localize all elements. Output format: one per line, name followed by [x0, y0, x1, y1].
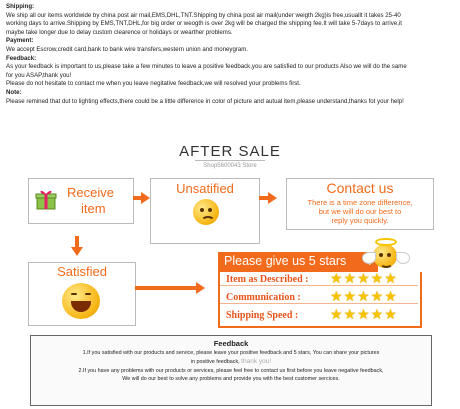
payment-line: We accept Escrow,credit card,bank to bank wire transfers,western union and moneygram.: [6, 45, 249, 53]
feedback-line: As your feedback is important to us,please take a few minutes to leave a positive feedback,you are satisfied to our products Also we will do the same: [6, 63, 407, 71]
feedback-line-1b: [37, 358, 425, 367]
communication-stars: ★★★★★: [330, 288, 398, 304]
feedback-line-1b-text: in positive feedback,: [190, 358, 240, 365]
note-heading: Note:: [6, 88, 22, 96]
satisfied-label: Satisfied: [57, 264, 107, 279]
feedback-line-2-text: 2.If you have any problems with our products or services, please feel free to contact us first before you leave negative feedback,: [78, 368, 384, 375]
feedback-line-1-text: 1.If you satisfied with our products and service, please leave your positive feedback and 5 stars, You can share your pictures: [82, 350, 380, 356]
thanks-text: thank you!: [241, 357, 272, 365]
item-described-stars: ★★★★★: [330, 270, 398, 286]
contact-note-line: reply you quickly.: [331, 216, 389, 225]
wing-right-icon: [396, 252, 410, 264]
contact-note-line: but we will do our best to: [318, 207, 402, 216]
communication-label: Communication :: [226, 292, 301, 303]
arrow-stem: [135, 286, 197, 290]
title-divider: [195, 160, 265, 161]
contact-us-box: [286, 178, 434, 230]
feedback-line-2b-text: We will do our best to solve any problems and provide you with the best customer sercices.: [122, 375, 340, 382]
item-described-label: Item as Described :: [226, 274, 309, 285]
give-stars-label: Please give us 5 stars: [224, 254, 347, 268]
receive-label: Receive: [67, 185, 114, 200]
satisfied-box: [28, 262, 136, 326]
arrow-right-icon: [196, 282, 205, 294]
feedback-line-2: [37, 368, 425, 376]
arrow-down-icon: [71, 247, 83, 256]
shipping-speed-label: Shipping Speed :: [226, 310, 299, 321]
feedback-box: [30, 335, 432, 406]
contact-us-label: Contact us: [326, 180, 394, 196]
wing-left-icon: [362, 252, 376, 264]
worried-face-icon: [193, 199, 219, 225]
feedback-line: for you ASAP,thank you!: [6, 71, 72, 79]
after-sale-title: AFTER SALE: [179, 143, 281, 160]
receive-item-box: [28, 178, 134, 224]
feedback-line-1: [37, 350, 425, 358]
note-line: Please remined that dut to lighting effects,there could be a little difference in color of picture and autual item,please understand,thanks fot your help!: [6, 97, 404, 105]
shipping-line: working days to arrive.Shipping by EMS,TNT,DHL,for big order or weogth is over 2kg will be charged the shipping fee.It will take 5-7days to arrive,it: [6, 20, 402, 28]
laughing-face-icon: [62, 283, 100, 319]
store-name: Shop5600043 Store: [203, 163, 257, 169]
feedback-title: Feedback: [213, 339, 249, 348]
arrow-right-icon: [268, 192, 277, 204]
feedback-line-2b: [37, 376, 425, 384]
shipping-speed-stars: ★★★★★: [330, 306, 398, 322]
feedback-line: Please do not hesitate to contact me when you leave negitative feedback,we will resolved your problems first.: [6, 80, 301, 88]
shipping-heading: Shipping:: [6, 3, 35, 10]
gift-icon: [35, 188, 57, 210]
payment-heading: Payment:: [6, 37, 34, 45]
contact-note: [287, 198, 433, 225]
rating-banner: [218, 252, 378, 272]
contact-note-line: There is a time zone difference,: [307, 198, 413, 207]
shipping-line: We ship all our items worldwide by china post air mail,EMS,DHL,TNT.Shipping by china post air mail(under weigth 2kg)is free,usuallt it takes 25-40: [6, 11, 401, 19]
feedback-heading: Feedback:: [6, 54, 37, 62]
unsatisfied-label: Unsatified: [176, 181, 234, 196]
arrow-right-icon: [141, 192, 150, 204]
angel-face-icon: [373, 244, 397, 268]
unsatisfied-box: [150, 178, 260, 244]
policy-text: [6, 3, 456, 106]
shipping-line: maybe take longer due to delay custom clearence or holidays or wearther problems.: [6, 28, 233, 36]
item-label: item: [81, 201, 106, 216]
